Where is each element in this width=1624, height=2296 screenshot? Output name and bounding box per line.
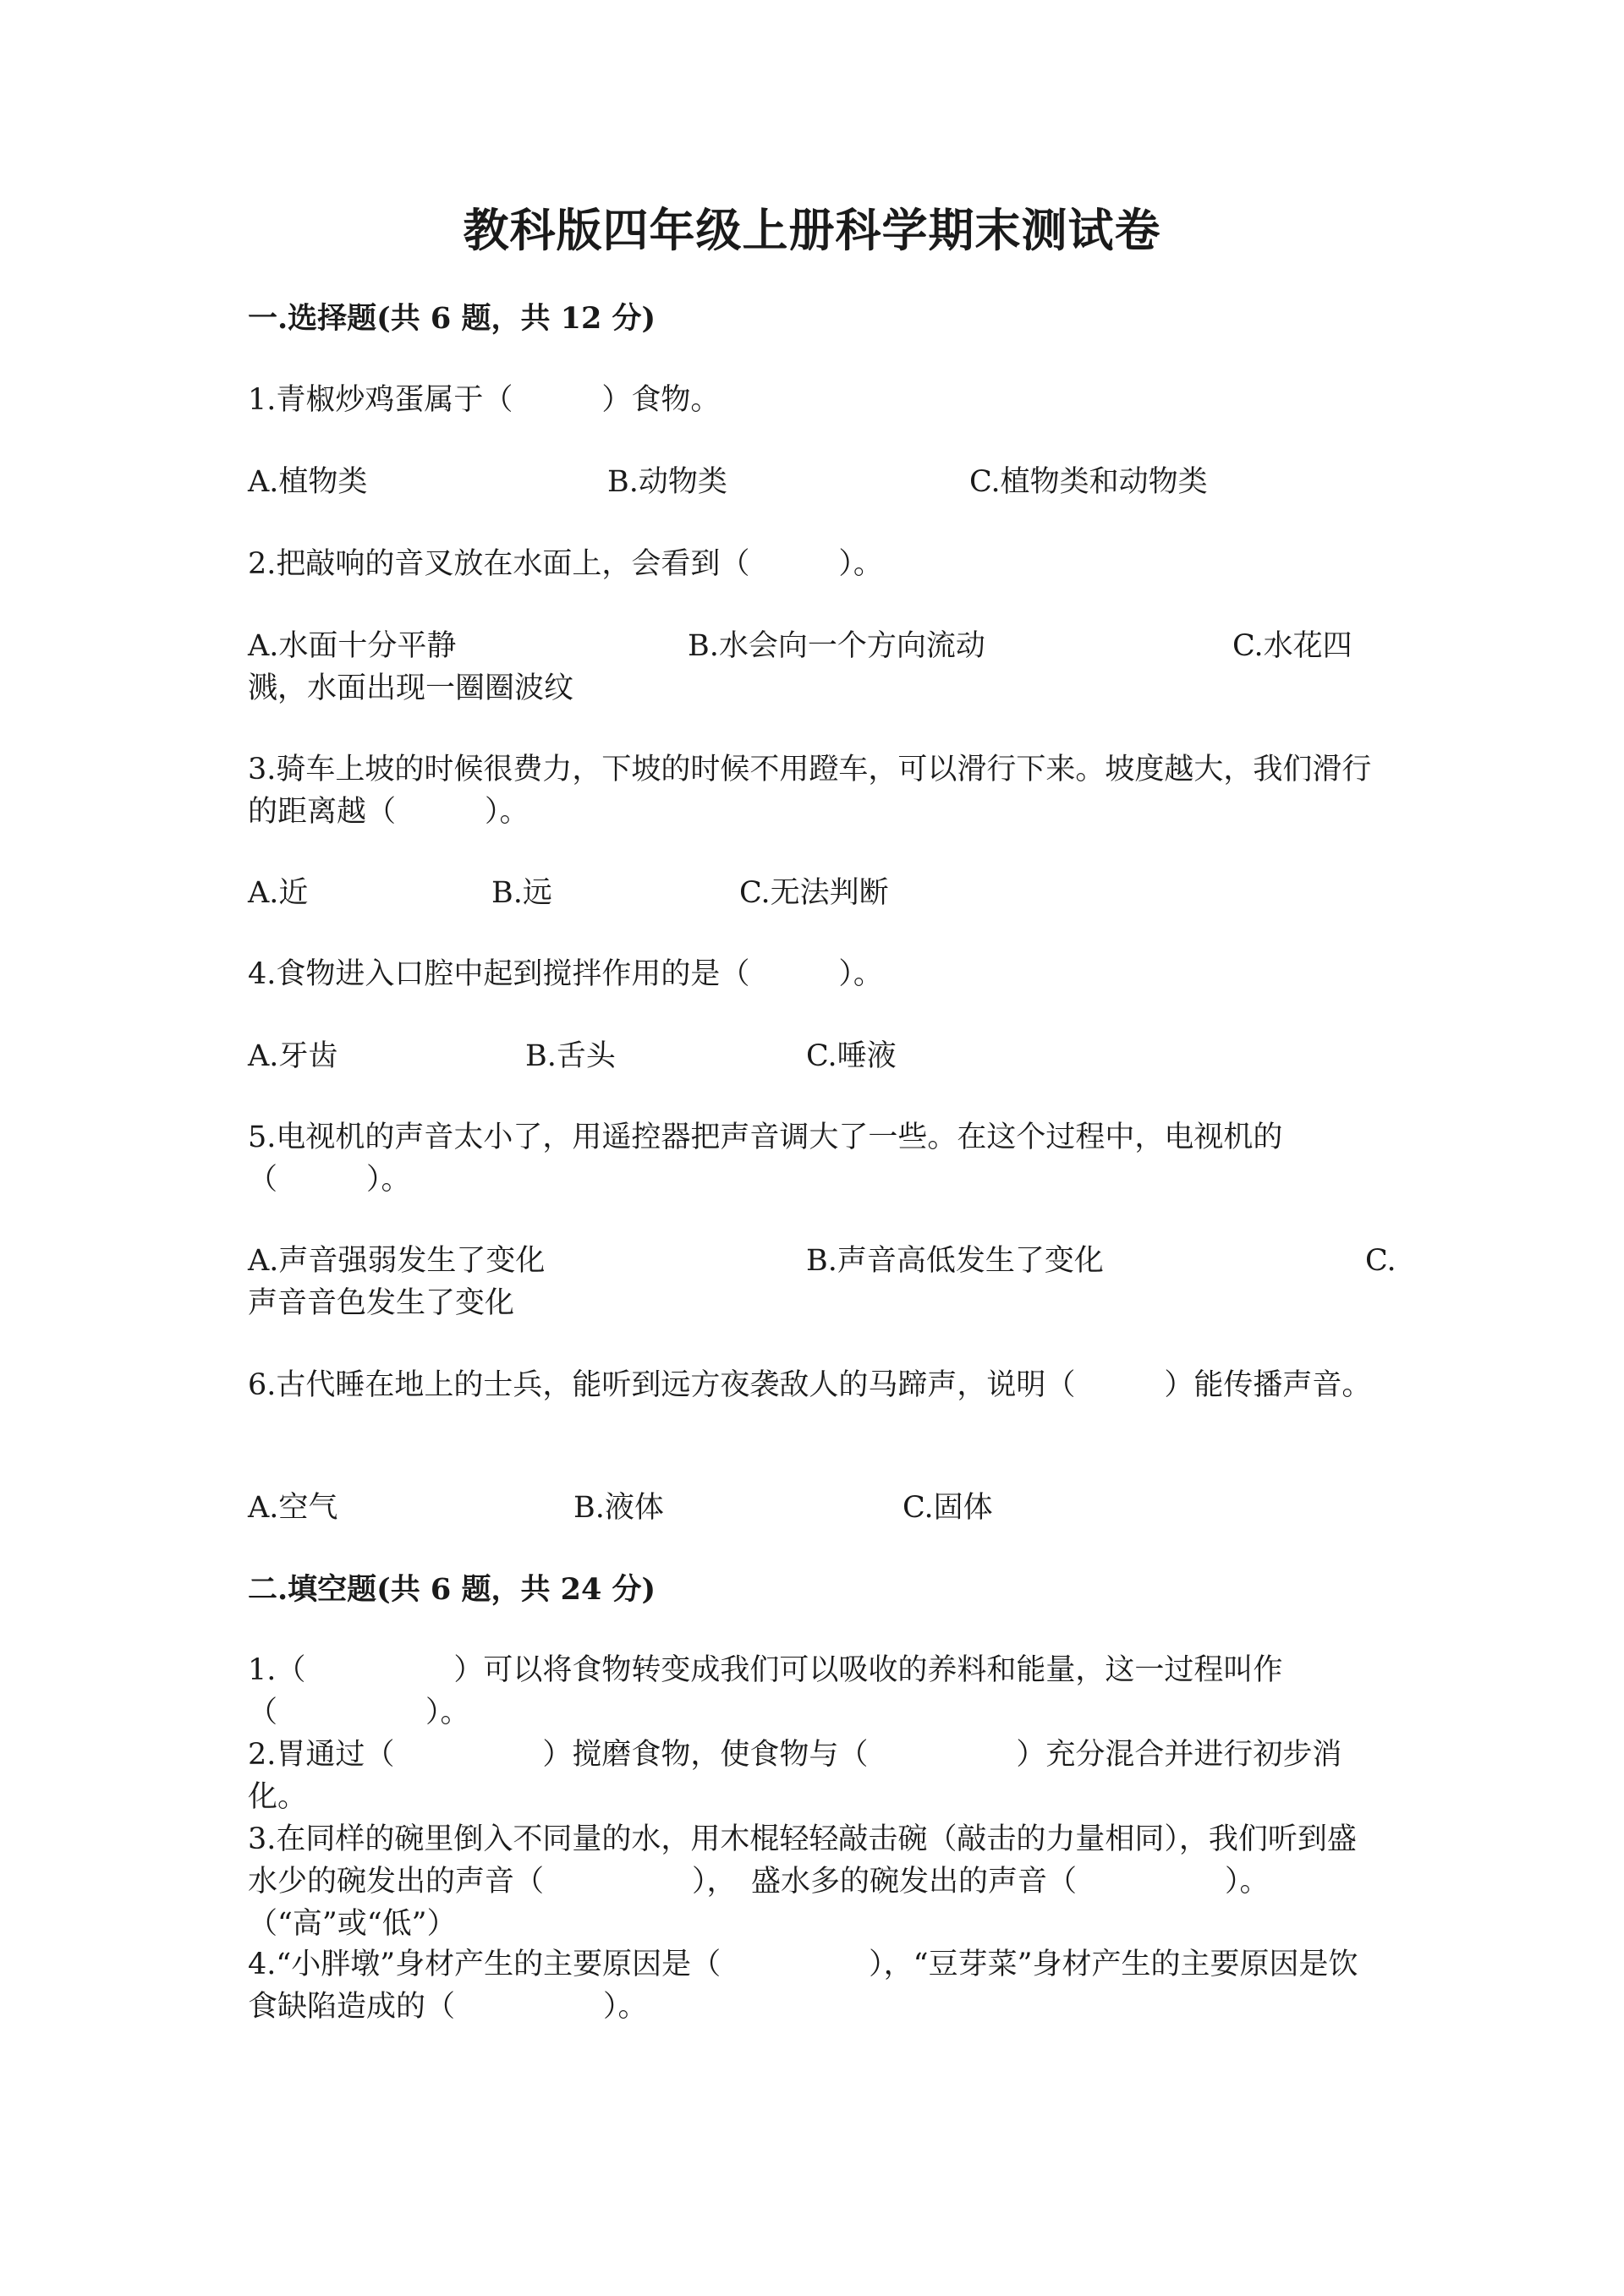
option-c: C.植物类和动物类 bbox=[969, 465, 1208, 499]
option-c-wrap: 声音音色发生了变化 bbox=[248, 1286, 515, 1320]
option-a: A.声音强弱发生了变化 bbox=[248, 1244, 546, 1278]
section-heading-fill: 二.填空题(共 6 题，共 24 分) bbox=[248, 1572, 656, 1607]
option-b: B.液体 bbox=[573, 1491, 664, 1525]
choice-question-2: 2.把敲响的音叉放在水面上，会看到（ ）。 bbox=[248, 547, 883, 581]
choice-question-3: 3.骑车上坡的时候很费力，下坡的时候不用蹬车，可以滑行下来。坡度越大，我们滑行的距离越（ ）。 bbox=[248, 753, 1372, 829]
choice-question-4: 4.食物进入口腔中起到搅拌作用的是（ ）。 bbox=[248, 957, 883, 991]
option-c: C.唾液 bbox=[806, 1039, 897, 1073]
choice-question-1: 1.青椒炒鸡蛋属于（ ）食物。 bbox=[248, 383, 721, 417]
option-a: A.植物类 bbox=[248, 465, 368, 499]
option-b: B.舌头 bbox=[525, 1039, 616, 1073]
choice-question-5: 5.电视机的声音太小了，用遥控器把声音调大了一些。在这个过程中，电视机的（ ）。 bbox=[248, 1121, 1283, 1197]
option-a: A.牙齿 bbox=[248, 1039, 338, 1073]
option-b: B.水会向一个方向流动 bbox=[688, 629, 985, 663]
option-c: C.固体 bbox=[903, 1491, 993, 1525]
page-title: 教科版四年级上册科学期末测试卷 bbox=[463, 203, 1161, 257]
fill-question-2: 2.胃通过（ ）搅磨食物，使食物与（ ）充分混合并进行初步消化。 bbox=[248, 1738, 1342, 1814]
option-c: C.水花四 bbox=[1232, 629, 1352, 663]
option-c: C. bbox=[1365, 1244, 1396, 1278]
option-a: A.空气 bbox=[248, 1491, 338, 1525]
section-heading-choice: 一.选择题(共 6 题，共 12 分) bbox=[248, 301, 656, 336]
option-c: C.无法判断 bbox=[739, 876, 889, 910]
choice-question-6: 6.古代睡在地上的士兵，能听到远方夜袭敌人的马蹄声，说明（ ）能传播声音。 bbox=[248, 1368, 1372, 1402]
option-a: A.近 bbox=[248, 876, 309, 910]
fill-question-3: 3.在同样的碗里倒入不同量的水，用木棍轻轻敲击碗（敲击的力量相同），我们听到盛水少的碗发出的声音（ ）， 盛水多的碗发出的声音（ ）。（“高”或“低”） bbox=[248, 1822, 1357, 1941]
option-b: B.远 bbox=[491, 876, 552, 910]
option-b: B.声音高低发生了变化 bbox=[806, 1244, 1104, 1278]
fill-question-1: 1.（ ）可以将食物转变成我们可以吸收的养料和能量，这一过程叫作（ ）。 bbox=[248, 1653, 1283, 1729]
fill-question-4: 4.“小胖墩”身材产生的主要原因是（ ），“豆芽菜”身材产生的主要原因是饮食缺陷造成的（ ）。 bbox=[248, 1948, 1358, 2024]
option-b: B.动物类 bbox=[607, 465, 727, 499]
option-a: A.水面十分平静 bbox=[248, 629, 457, 663]
option-c-wrap: 溅，水面出现一圈圈波纹 bbox=[248, 671, 574, 705]
